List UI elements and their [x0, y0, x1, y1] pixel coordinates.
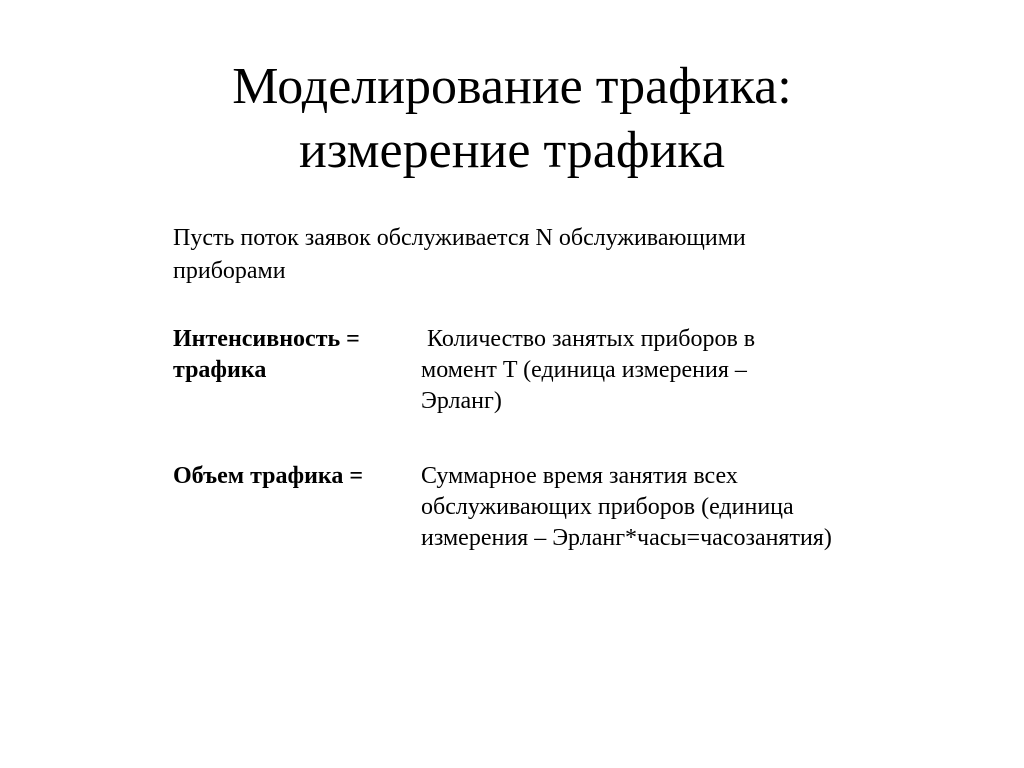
slide-title: [0, 55, 1024, 183]
slide-title-line-1: Моделирование трафика:: [232, 58, 792, 115]
intro-line-1: Пусть поток заявок обслуживается N обслуживающими: [173, 225, 746, 251]
definition-term-traffic-intensity: [173, 324, 360, 386]
definition-description-traffic-volume: [421, 461, 941, 554]
definition-description-line: измерения – Эрланг*часы=часозанятия): [421, 525, 832, 551]
definition-description-line: момент T (единица измерения –: [421, 357, 747, 383]
definition-term-line: Объем трафика =: [173, 463, 364, 489]
definition-description-line: Эрланг): [421, 388, 502, 414]
definition-description-traffic-intensity: [421, 324, 941, 417]
slide-title-line-2: измерение трафика: [299, 122, 725, 179]
definition-description-line: Суммарное время занятия всех: [421, 463, 738, 489]
definition-description-line: обслуживающих приборов (единица: [421, 494, 794, 520]
definition-description-line: Количество занятых приборов в: [421, 326, 756, 352]
definition-term-line: Интенсивность =: [173, 326, 360, 352]
definition-term-traffic-volume: [173, 461, 363, 492]
intro-line-2: приборами: [173, 258, 286, 284]
intro-paragraph: [173, 222, 893, 288]
definition-term-line: трафика: [173, 357, 267, 383]
